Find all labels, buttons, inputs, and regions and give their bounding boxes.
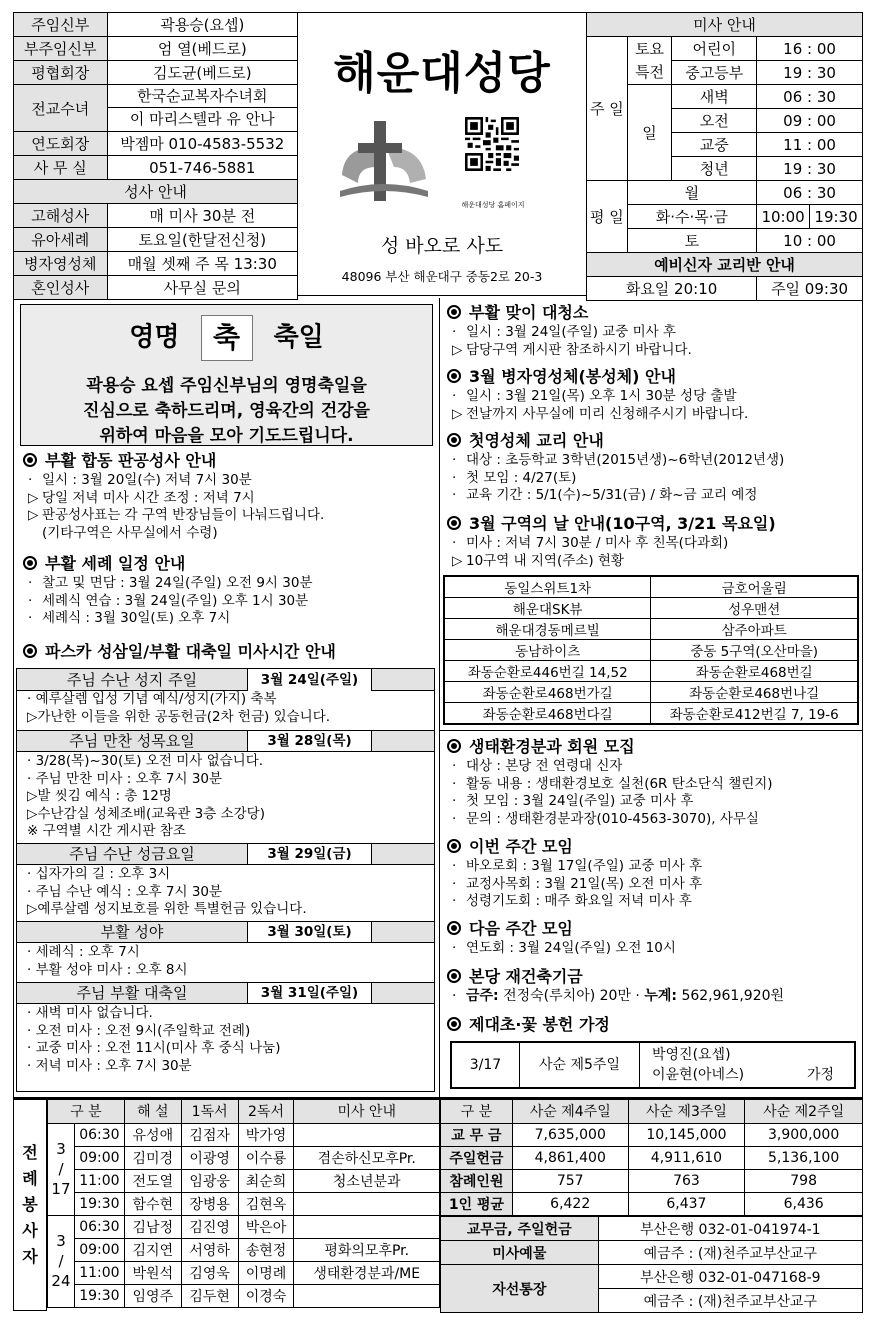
notice-communion xyxy=(444,366,748,423)
server-reader2: 박은아 xyxy=(238,1215,294,1238)
notice-line: 전날까지 사무실에 미리 신청해주시기 바랍니다. xyxy=(466,405,749,422)
finance-label: 1인 평균 xyxy=(441,1192,513,1215)
divider xyxy=(440,730,863,731)
notice-line: (기타구역은 사무실에서 수령) xyxy=(42,524,218,541)
servers-side-label xyxy=(13,1098,47,1311)
weekday-label: 평 일 xyxy=(587,181,628,253)
patron-saint: 성 바오로 사도 xyxy=(380,235,504,257)
line-marker: ▷ xyxy=(452,405,463,422)
district-cell: 해운대SK뷰 xyxy=(444,598,651,619)
feast-line: 곽용승 요셉 주임신부님의 영명축일을 xyxy=(86,376,367,396)
bullet-icon xyxy=(447,516,461,530)
notice-line: 세례식 : 3월 30일(토) 오후 7시 xyxy=(42,610,231,626)
server-commentator: 함수현 xyxy=(124,1192,181,1215)
line-marker: · xyxy=(452,893,457,909)
notice-line: 판공성사표는 각 구역 반장님들이 나눠드립니다. xyxy=(42,507,325,523)
notice-title: 파스카 성삼일/부활 대축일 미사시간 안내 xyxy=(45,642,336,661)
mass-time: 19 : 30 xyxy=(757,61,863,85)
notice-line: 담당구역 게시판 참조하시기 바랍니다. xyxy=(466,341,692,358)
mass-table xyxy=(586,12,863,301)
bank-holder: 예금주 : (재)천주교부산교구 xyxy=(598,1241,862,1265)
day-line: · 부활 성야 미사 : 오후 8시 xyxy=(27,961,188,978)
finance-value: 4,911,610 xyxy=(628,1146,745,1169)
sacrament-value: 매월 셋째 주 목 13:30 xyxy=(107,252,297,276)
line-marker: · xyxy=(28,592,33,609)
day-line: · 3/28(목)~30(토) 오전 미사 없습니다. xyxy=(27,753,264,769)
servers-header: 미사 안내 xyxy=(294,1099,440,1123)
flower-sunday: 사순 제5주일 xyxy=(520,1043,640,1087)
mass-name: 토 xyxy=(627,229,756,253)
notice-title: 3월 병자영성체(봉성체) 안내 xyxy=(469,367,676,386)
side-char: 례 xyxy=(22,1169,38,1188)
staff-value: 엄 열(베드로) xyxy=(107,37,297,61)
servers-header: 구 분 xyxy=(48,1099,125,1123)
servers-header: 1독서 xyxy=(181,1099,238,1123)
day-line: · 세례식 : 오후 7시 xyxy=(27,944,140,960)
notice-rebuild: 본당 재건축기금 · 금주: 전정숙(루치아) 20만 · 누계: 562,961,920원 xyxy=(444,966,784,1006)
staff-label: 평협회장 xyxy=(14,61,108,85)
date-part: 17 xyxy=(51,1180,71,1198)
side-char: 자 xyxy=(22,1247,38,1266)
feast-left: 영명 xyxy=(129,322,180,353)
district-cell: 좌동순환로446번길 14,52 xyxy=(444,661,651,682)
notice-ecology xyxy=(444,736,773,828)
district-cell: 좌동순환로468번가길 xyxy=(444,682,651,703)
notice-title: 부활 세례 일정 안내 xyxy=(45,554,186,573)
server-reader1: 김진영 xyxy=(181,1215,238,1238)
notice-this-week xyxy=(444,836,702,911)
mass-time: 10 : 00 xyxy=(757,229,863,253)
staff-value: 박젬마 010-4583-5532 xyxy=(107,132,297,156)
finance-header: 구 분 xyxy=(441,1099,513,1123)
staff-label: 연도회장 xyxy=(14,132,108,156)
mass-name: 월 xyxy=(627,181,756,205)
notice-line: 교육 기간 : 5/1(수)~5/31(금) / 화~금 교리 예정 xyxy=(466,487,758,503)
sacrament-value: 토요일(한달전신청) xyxy=(107,228,297,252)
line-marker: · xyxy=(452,324,457,340)
day-date: 3월 29일(금) xyxy=(247,844,372,864)
district-cell: 좌동순환로412번길 7, 19-6 xyxy=(651,703,858,725)
bank-account: 부산은행 032-01-047168-9 xyxy=(598,1265,862,1289)
sacrament-value: 사무실 문의 xyxy=(107,276,297,300)
notice-line: 당일 저녁 미사 시간 조정 : 저녁 7시 xyxy=(42,489,255,506)
day-name: 부활 성야 xyxy=(100,923,164,941)
day-line: ▷발 씻김 예식 : 총 12명 xyxy=(27,788,172,804)
day-date: 3월 24일(주일) xyxy=(247,669,372,691)
flower-name: 박영진(요셉) xyxy=(652,1047,731,1063)
line-marker: · xyxy=(452,940,457,956)
finance-header: 사순 제2주일 xyxy=(745,1099,863,1123)
server-guide: 겸손하신모후Pr. xyxy=(294,1146,440,1169)
servers-header: 해 설 xyxy=(124,1099,181,1123)
mass-time: 19 : 30 xyxy=(757,157,863,181)
mass-time: 19:30 xyxy=(810,205,863,229)
server-reader1: 이광영 xyxy=(181,1146,238,1169)
sacrament-label: 병자영성체 xyxy=(14,252,108,276)
feast-line: 진심으로 축하드리며, 영육간의 건강을 xyxy=(83,401,370,421)
notice-line: 대상 : 초등학교 3학년(2015년생)~6학년(2012년생) xyxy=(466,452,785,468)
notice-line: 일시 : 3월 21일(목) 오후 1시 30분 성당 출발 xyxy=(466,388,737,404)
servers-header: 2독서 xyxy=(238,1099,294,1123)
mass-time: 11 : 00 xyxy=(757,133,863,157)
finance-value: 757 xyxy=(512,1169,628,1192)
server-commentator: 임영주 xyxy=(124,1284,181,1307)
day-line: · 새벽 미사 없습니다. xyxy=(27,1005,153,1021)
staff-label: 전교수녀 xyxy=(14,85,108,132)
notice-next-week xyxy=(444,918,676,958)
line-marker: · xyxy=(452,758,457,774)
notice-title: 이번 주간 모임 xyxy=(469,837,573,856)
notice-line: 미사 : 저녁 7시 30분 / 미사 후 친목(다과회) xyxy=(466,535,729,551)
line-marker: · xyxy=(452,793,457,809)
line-marker: · xyxy=(452,388,457,404)
server-time: 06:30 xyxy=(74,1123,124,1146)
notice-title: 첫영성체 교리 안내 xyxy=(469,431,604,450)
bullet-icon xyxy=(447,739,461,753)
server-time: 09:00 xyxy=(74,1146,124,1169)
rebuild-total-label: 누계: xyxy=(644,988,677,1004)
district-cell: 동일스위트1차 xyxy=(444,576,651,598)
catechumen-sunday: 주일 09:30 xyxy=(757,277,863,301)
finance-value: 10,145,000 xyxy=(628,1123,745,1146)
day-name: 주님 만찬 성목요일 xyxy=(69,732,195,750)
day-line: · 예루살렘 입성 기념 예식/성지(가지) 축복 xyxy=(27,691,277,707)
server-commentator: 김지연 xyxy=(124,1238,181,1261)
notice-line: 활동 내용 : 생태환경보호 실천(6R 탄소단식 챌린지) xyxy=(466,775,773,792)
district-cell: 중동 5구역(오산마을) xyxy=(651,640,858,661)
feast-badge-text: 축 xyxy=(212,321,241,354)
catechumen-tuesday: 화요일 20:10 xyxy=(587,277,757,301)
mass-name: 새벽 xyxy=(672,85,757,109)
server-reader1: 김두현 xyxy=(181,1284,238,1307)
server-reader2: 이명례 xyxy=(238,1261,294,1284)
flower-date: 3/17 xyxy=(452,1043,520,1087)
feast-right: 축일 xyxy=(273,322,324,353)
line-marker: ▷ xyxy=(28,507,39,523)
church-address: 48096 부산 해운대구 중동2로 20-3 xyxy=(341,269,543,284)
mass-time: 10:00 xyxy=(757,205,810,229)
line-marker: · xyxy=(28,472,33,488)
server-guide xyxy=(294,1284,440,1307)
bank-label: 교무금, 주일헌금 xyxy=(441,1217,599,1241)
staff-label: 사 무 실 xyxy=(14,156,108,180)
church-logo-icon xyxy=(336,117,432,207)
day-name: 주님 부활 대축일 xyxy=(76,984,188,1002)
mass-name: 화·수·목·금 xyxy=(627,205,756,229)
mass-time: 16 : 00 xyxy=(757,37,863,61)
bullet-icon xyxy=(447,1017,461,1031)
notice-baptism xyxy=(20,553,312,628)
finance-header: 사순 제4주일 xyxy=(512,1099,628,1123)
side-char: 전 xyxy=(22,1143,38,1162)
notice-title: 부활 맞이 대청소 xyxy=(469,303,589,322)
day-date: 3월 31일(주일) xyxy=(247,983,372,1003)
church-header xyxy=(298,12,586,296)
day-name: 주님 수난 성금요일 xyxy=(69,845,195,863)
side-char: 봉 xyxy=(22,1195,38,1214)
mass-name: 어린이 xyxy=(672,37,757,61)
notice-line: 바오로회 : 3월 17일(주일) 교중 미사 후 xyxy=(466,858,703,874)
staff-value: 곽용승(요셉) xyxy=(107,13,297,37)
sacrament-value: 매 미사 30분 전 xyxy=(107,204,297,228)
notice-title: 부활 합동 판공성사 안내 xyxy=(45,451,217,470)
finance-value: 6,437 xyxy=(628,1192,745,1215)
mass-name: 교중 xyxy=(672,133,757,157)
finance-value: 6,436 xyxy=(745,1192,863,1215)
server-time: 06:30 xyxy=(74,1215,124,1238)
day-line: · 주님 수난 예식 : 오후 7시 30분 xyxy=(27,883,223,900)
notice-penance xyxy=(20,450,324,542)
server-reader2: 송현정 xyxy=(238,1238,294,1261)
district-cell: 좌동순환로468번다길 xyxy=(444,703,651,725)
notice-title: 본당 재건축기금 xyxy=(469,967,583,986)
server-commentator: 유성애 xyxy=(124,1123,181,1146)
day-date: 3월 30일(토) xyxy=(247,922,372,942)
mass-name: 오전 xyxy=(672,109,757,133)
bullet-icon xyxy=(447,305,461,319)
notice-line: 첫 모임 : 4/27(토) xyxy=(466,469,577,486)
line-marker: · xyxy=(452,469,457,486)
server-time: 19:30 xyxy=(74,1284,124,1307)
staff-label: 부주임신부 xyxy=(14,37,108,61)
server-time: 19:30 xyxy=(74,1192,124,1215)
server-guide: 평화의모후Pr. xyxy=(294,1238,440,1261)
holy-week-day-header xyxy=(17,669,434,691)
rebuild-total: 562,961,920원 xyxy=(681,988,785,1004)
side-char: 사 xyxy=(22,1221,38,1240)
notice-cleaning xyxy=(444,302,692,359)
notice-line: 성령기도회 : 매주 화요일 저녁 미사 후 xyxy=(466,893,692,909)
notice-line: 문의 : 생태환경분과장(010-4563-3070), 사무실 xyxy=(466,810,759,827)
finance-value: 7,635,000 xyxy=(512,1123,628,1146)
holy-week-day-header xyxy=(17,730,434,752)
bank-holder: 예금주 : (재)천주교부산교구 xyxy=(598,1289,862,1313)
bank-account: 부산은행 032-01-041974-1 xyxy=(598,1217,862,1241)
line-marker: · xyxy=(28,575,33,591)
mass-time: 09 : 00 xyxy=(757,109,863,133)
server-reader2: 박가영 xyxy=(238,1123,294,1146)
line-marker: · xyxy=(452,810,457,827)
server-guide xyxy=(294,1192,440,1215)
flower-name: 이윤현(아네스) xyxy=(652,1067,745,1083)
rebuild-label: 금주: xyxy=(466,988,499,1004)
notice-line: 10구역 내 지역(주소) 현황 xyxy=(466,552,624,569)
staff-value: 한국순교복자수녀회 xyxy=(108,85,297,108)
feast-badge xyxy=(201,315,253,361)
sacrament-label: 혼인성사 xyxy=(14,276,108,300)
notice-title: 다음 주간 모임 xyxy=(469,919,573,938)
server-reader1: 김점자 xyxy=(181,1123,238,1146)
bullet-icon xyxy=(23,556,37,570)
finance-value: 763 xyxy=(628,1169,745,1192)
day-line: · 저녁 미사 : 오후 7시 30분 xyxy=(27,1057,192,1074)
server-time: 11:00 xyxy=(74,1169,124,1192)
notice-title: 제대초·꽃 봉헌 가정 xyxy=(469,1015,610,1034)
flower-suffix: 가정 xyxy=(807,1067,835,1083)
server-guide xyxy=(294,1123,440,1146)
qr-caption: 해운대성당 홈페이지 xyxy=(461,201,525,209)
district-cell: 삼주아파트 xyxy=(651,619,858,640)
line-marker: · xyxy=(452,875,457,892)
holy-week-heading xyxy=(20,641,336,663)
server-reader2: 김현옥 xyxy=(238,1192,294,1215)
notice-line: 찰고 및 면담 : 3월 24일(주일) 오전 9시 30분 xyxy=(42,575,313,591)
server-reader2: 최순희 xyxy=(238,1169,294,1192)
server-commentator: 김미경 xyxy=(124,1146,181,1169)
bullet-icon xyxy=(447,921,461,935)
sunday-label: 주 일 xyxy=(587,37,628,181)
church-name: 해운대성당 xyxy=(333,48,551,99)
catechumen-title: 예비신자 교리반 안내 xyxy=(587,253,863,277)
left-column xyxy=(13,298,440,1098)
bullet-icon xyxy=(447,433,461,447)
finance-value: 6,422 xyxy=(512,1192,628,1215)
rebuild-value: 전정숙(루치아) 20만 xyxy=(503,988,631,1004)
sacrament-label: 고해성사 xyxy=(14,204,108,228)
staff-value: 이 마리스텔라 유 안나 xyxy=(129,110,275,128)
day-line: ▷수난감실 성체조배(교육관 3층 소강당) xyxy=(27,805,265,822)
notice-district-day xyxy=(444,513,776,570)
finance-table xyxy=(440,1098,863,1216)
date-part: 24 xyxy=(51,1272,71,1290)
notice-line: 연도회 : 3월 24일(주일) 오전 10시 xyxy=(466,940,676,956)
staff-value: 051-746-5881 xyxy=(107,156,297,180)
bank-label: 자선통장 xyxy=(441,1265,599,1313)
mass-title: 미사 안내 xyxy=(587,13,863,37)
server-reader2: 이경숙 xyxy=(238,1284,294,1307)
day-line: · 주님 만찬 미사 : 오후 7시 30분 xyxy=(27,770,223,787)
notice-title: 3월 구역의 날 안내(10구역, 3/21 목요일) xyxy=(469,514,776,533)
finance-header: 사순 제3주일 xyxy=(628,1099,745,1123)
district-cell: 해운대경동메르빌 xyxy=(444,619,651,640)
feast-line: 위하여 마음을 모아 기도드립니다. xyxy=(99,426,354,446)
bullet-icon xyxy=(23,644,37,658)
holy-week-box xyxy=(16,668,435,1092)
server-reader2: 이수룡 xyxy=(238,1146,294,1169)
server-time: 09:00 xyxy=(74,1238,124,1261)
holy-week-day-header xyxy=(17,921,434,943)
line-marker: · xyxy=(452,452,457,468)
holy-week-day-header xyxy=(17,982,434,1004)
server-reader1: 서영하 xyxy=(181,1238,238,1261)
staff-value: 김도균(베드로) xyxy=(107,61,297,85)
bank-table xyxy=(440,1216,863,1313)
day-label: 일 xyxy=(627,85,672,181)
line-marker: · xyxy=(452,535,457,551)
notice-first-communion xyxy=(444,430,784,505)
server-commentator: 김남정 xyxy=(124,1215,181,1238)
server-time: 11:00 xyxy=(74,1261,124,1284)
mass-name: 청년 xyxy=(672,157,757,181)
finance-value: 798 xyxy=(745,1169,863,1192)
servers-table xyxy=(47,1098,440,1308)
server-guide: 생태환경분과/ME xyxy=(294,1261,440,1284)
bullet-icon xyxy=(447,969,461,983)
right-column xyxy=(440,298,863,1098)
mass-time: 06 : 30 xyxy=(757,181,863,205)
server-guide xyxy=(294,1215,440,1238)
bullet-icon xyxy=(447,369,461,383)
flower-box xyxy=(450,1041,856,1089)
bullet-icon xyxy=(447,839,461,853)
notice-title: 생태환경분과 회원 모집 xyxy=(469,737,635,756)
date-part: 3 xyxy=(56,1140,66,1158)
notice-line: 대상 : 본당 전 연령대 신자 xyxy=(466,758,623,774)
date-part: / xyxy=(58,1160,64,1178)
date-part: 3 xyxy=(56,1232,66,1250)
sat-label: 토요 특전 xyxy=(627,37,672,85)
line-marker: ▷ xyxy=(452,552,463,569)
day-line: · 교중 미사 : 오전 11시(미사 후 중식 나눔) xyxy=(27,1040,281,1056)
server-reader1: 김영욱 xyxy=(181,1261,238,1284)
bank-label: 미사예물 xyxy=(441,1241,599,1265)
district-cell: 금호어울림 xyxy=(651,576,858,598)
staff-table xyxy=(13,12,298,300)
district-cell: 좌동순환로468번나길 xyxy=(651,682,858,703)
line-marker: · xyxy=(28,610,33,626)
server-commentator: 박원석 xyxy=(124,1261,181,1284)
finance-value: 3,900,000 xyxy=(745,1123,863,1146)
notice-line: 첫 모임 : 3월 24일(주일) 교중 미사 후 xyxy=(466,793,694,809)
staff-label: 주임신부 xyxy=(14,13,108,37)
line-marker: · xyxy=(452,775,457,792)
line-marker: · xyxy=(452,858,457,874)
line-marker: · xyxy=(452,487,457,503)
district-cell: 성우맨션 xyxy=(651,598,858,619)
bullet-icon xyxy=(23,453,37,467)
notice-line: 일시 : 3월 20일(수) 저녁 7시 30분 xyxy=(42,472,252,488)
finance-label: 교 무 금 xyxy=(441,1123,513,1146)
mass-time: 06 : 30 xyxy=(757,85,863,109)
district-cell: 동남하이츠 xyxy=(444,640,651,661)
flower-heading xyxy=(444,1014,610,1036)
sacrament-label: 유아세례 xyxy=(14,228,108,252)
server-commentator: 전도열 xyxy=(124,1169,181,1192)
day-line: · 십자가의 길 : 오후 3시 xyxy=(27,866,171,882)
notice-line: 일시 : 3월 24일(주일) 교중 미사 후 xyxy=(466,324,677,340)
date-part: / xyxy=(58,1252,64,1270)
district-table xyxy=(443,575,859,725)
district-cell: 좌동순환로468번길 xyxy=(651,661,858,682)
finance-label: 주일헌금 xyxy=(441,1146,513,1169)
day-line: ※ 구역별 시간 게시판 참조 xyxy=(27,823,186,839)
day-date: 3월 28일(목) xyxy=(247,731,372,751)
server-reader1: 임광웅 xyxy=(181,1169,238,1192)
line-marker: ▷ xyxy=(28,489,39,506)
day-line: · 오전 미사 : 오전 9시(주일학교 전례) xyxy=(27,1022,251,1039)
mass-name: 중고등부 xyxy=(672,61,757,85)
line-marker: ▷ xyxy=(452,341,463,358)
sacrament-title: 성사 안내 xyxy=(14,180,298,204)
finance-label: 참례인원 xyxy=(441,1169,513,1192)
notice-line: 세례식 연습 : 3월 24일(주일) 오후 1시 30분 xyxy=(42,592,309,609)
finance-value: 5,136,100 xyxy=(745,1146,863,1169)
feast-box xyxy=(20,304,433,446)
server-guide: 청소년분과 xyxy=(294,1169,440,1192)
server-reader1: 장병용 xyxy=(181,1192,238,1215)
finance-value: 4,861,400 xyxy=(512,1146,628,1169)
day-line: ▷가난한 이들을 위한 공동헌금(2차 헌금) 있습니다. xyxy=(27,708,331,725)
holy-week-day-header xyxy=(17,843,434,865)
qr-code-icon xyxy=(465,117,519,171)
notice-line: 교정사목회 : 3월 21일(목) 오전 미사 후 xyxy=(466,875,703,892)
day-line: ▷예루살렘 성지보호를 위한 특별헌금 있습니다. xyxy=(27,901,307,917)
day-name: 주님 수난 성지 주일 xyxy=(66,671,198,689)
